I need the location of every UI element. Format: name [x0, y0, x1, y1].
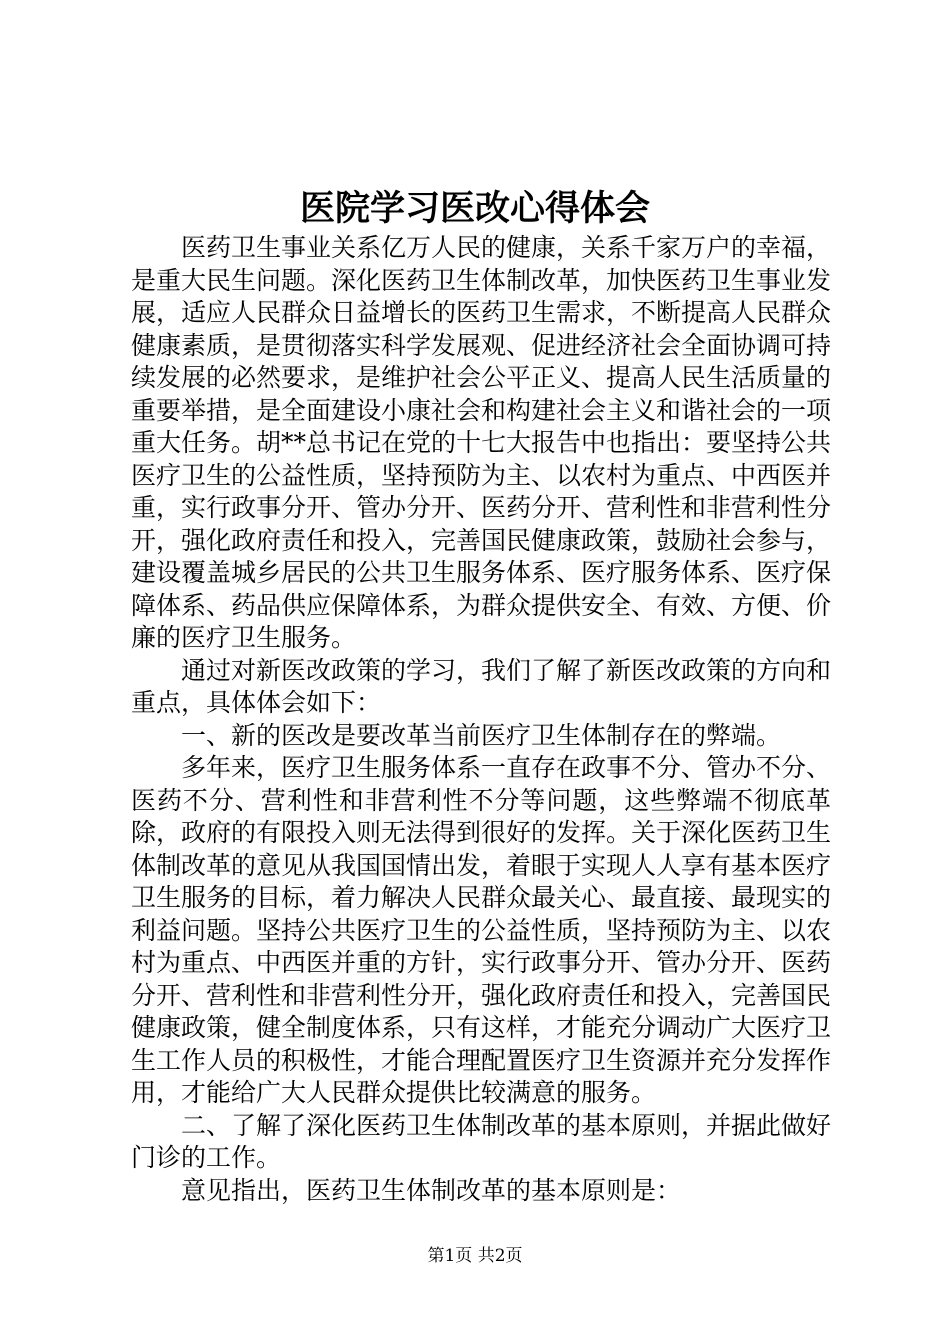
document-title: 医院学习医改心得体会 — [299, 188, 650, 229]
document-body — [131, 232, 831, 1207]
paragraph-section-one: 多年来，医疗卫生服务体系一直存在政事不分、管办不分、医药不分、营利性和非营利性不分等问题，这些弊端不彻底革除，政府的有限投入则无法得到很好的发挥。关于深化医药卫生体制改革的意见从我国国情出发，着眼于实现人人享有基本医疗卫生服务的目标，着力解决人民群众最关心、最直接、最现实的利益问题。坚持公共医疗卫生的公益性质，坚持预防为主、以农村为重点、中西医并重的方针，实行政事分开、管办分开、医药分开、营利性和非营利性分开，强化政府责任和投入，完善国民健康政策，健全制度体系，只有这样，才能充分调动广大医疗卫生工作人员的积极性，才能合理配置医疗卫生资源并充分发挥作用，才能给广大人民群众提供比较满意的服务。 — [131, 753, 832, 1107]
paragraph-intro: 医药卫生事业关系亿万人民的健康，关系千家万户的幸福，是重大民生问题。深化医药卫生体制改革，加快医药卫生事业发展，适应人民群众日益增长的医药卫生需求，不断提高人民群众健康素质，是贯彻落实科学发展观、促进经济社会全面协调可持续发展的必然要求，是维护社会公平正义、提高人民生活质量的重要举措，是全面建设小康社会和构建社会主义和谐社会的一项重大任务。胡**总书记在党的十七大报告中也指出：要坚持公共医疗卫生的公益性质，坚持预防为主、以农村为重点、中西医并重，实行政事分开、管办分开、医药分开、营利性和非营利性分开，强化政府责任和投入，完善国民健康政策，鼓励社会参与，建设覆盖城乡居民的公共卫生服务体系、医疗服务体系、医疗保障体系、药品供应保障体系，为群众提供安全、有效、方便、价廉的医疗卫生服务。 — [131, 233, 832, 652]
section-heading-one: 一、新的医改是要改革当前医疗卫生体制存在的弊端。 — [181, 720, 782, 750]
section-heading-two: 二、了解了深化医药卫生体制改革的基本原则，并据此做好门诊的工作。 — [131, 1110, 832, 1172]
paragraph-study-summary: 通过对新医改政策的学习，我们了解了新医改政策的方向和重点，具体体会如下： — [131, 655, 832, 717]
paragraph-section-two: 意见指出，医药卫生体制改革的基本原则是： — [181, 1175, 682, 1205]
page-number: 第1页 共2页 — [427, 1246, 523, 1266]
